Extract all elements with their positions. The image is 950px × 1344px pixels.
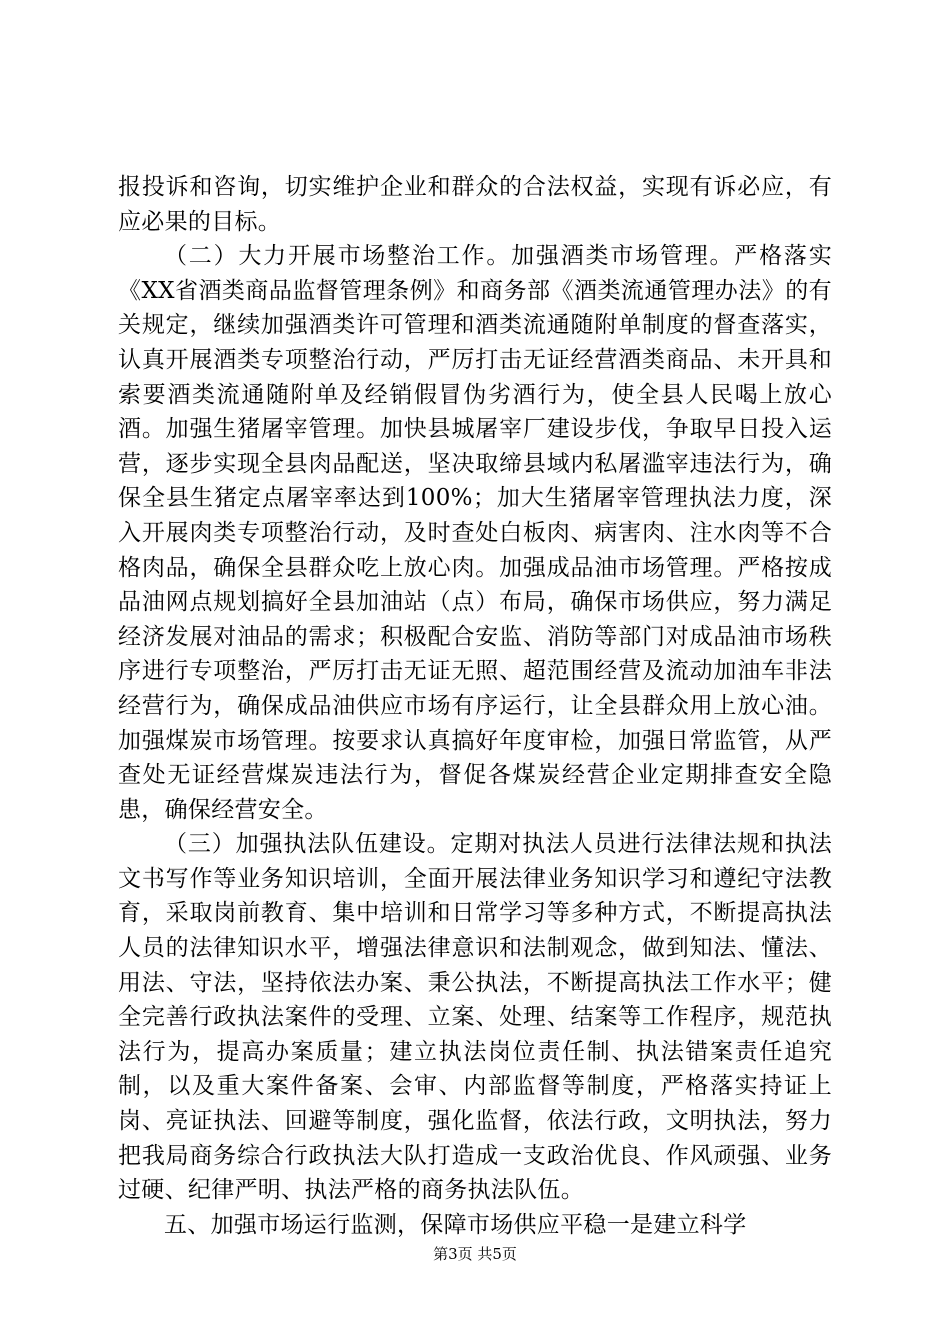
paragraph-market-monitoring: 五、加强市场运行监测，保障市场供应平稳一是建立科学 <box>164 1211 747 1238</box>
paragraph-market-rectification: （二）大力开展市场整治工作。加强酒类市场管理。严格落实《XX省酒类商品监督管理条例》和商务部《酒类流通管理办法》的有关规定，继续加强酒类许可管理和酒类流通随附单制度的督查落实，认真开展酒类专项整治行动，严厉打击无证经营酒类商品、未开具和索要酒类流通随附单及经销假冒伪劣酒行为，使全县人民喝上放心酒。加强生猪屠宰管理。加快县城屠宰厂建设步伐，争取早日投入运营，逐步实现全县肉品配送，坚决取缔县域内私屠滥宰违法行为，确保全县生猪定点屠宰率达到100%；加大生猪屠宰管理执法力度，深入开展肉类专项整治行动，及时查处白板肉、病害肉、注水肉等不合格肉品，确保全县群众吃上放心肉。加强成品油市场管理。严格按成品油网点规划搞好全县加油站（点）布局，确保市场供应，努力满足经济发展对油品的需求；积极配合安监、消防等部门对成品油市场秩序进行专项整治，严厉打击无证无照、超范围经营及流动加油车非法经营行为，确保成品油供应市场有序运行，让全县群众用上放心油。加强煤炭市场管理。按要求认真搞好年度审检，加强日常监管，从严查处无证经营煤炭违法行为，督促各煤炭经营企业定期排查安全隐患，确保经营安全。 <box>118 243 832 823</box>
document-body <box>118 170 832 1242</box>
paragraph-continuation: 报投诉和咨询，切实维护企业和群众的合法权益，实现有诉必应，有应必果的目标。 <box>118 174 832 235</box>
page-footer <box>0 1244 950 1264</box>
page-number: 第3页 共5页 <box>433 1245 517 1263</box>
paragraph-enforcement-team: （三）加强执法队伍建设。定期对执法人员进行法律法规和执法文书写作等业务知识培训，全面开展法律业务知识学习和遵纪守法教育，采取岗前教育、集中培训和日常学习等多种方式，不断提高执法人员的法律知识水平，增强法律意识和法制观念，做到知法、懂法、用法、守法，坚持依法办案、秉公执法，不断提高执法工作水平；健全完善行政执法案件的受理、立案、处理、结案等工作程序，规范执法行为，提高办案质量；建立执法岗位责任制、执法错案责任追究制，以及重大案件备案、会审、内部监督等制度，严格落实持证上岗、亮证执法、回避等制度，强化监督，依法行政，文明执法，努力把我局商务综合行政执法大队打造成一支政治优良、作风顽强、业务过硬、纪律严明、执法严格的商务执法队伍。 <box>118 831 832 1204</box>
